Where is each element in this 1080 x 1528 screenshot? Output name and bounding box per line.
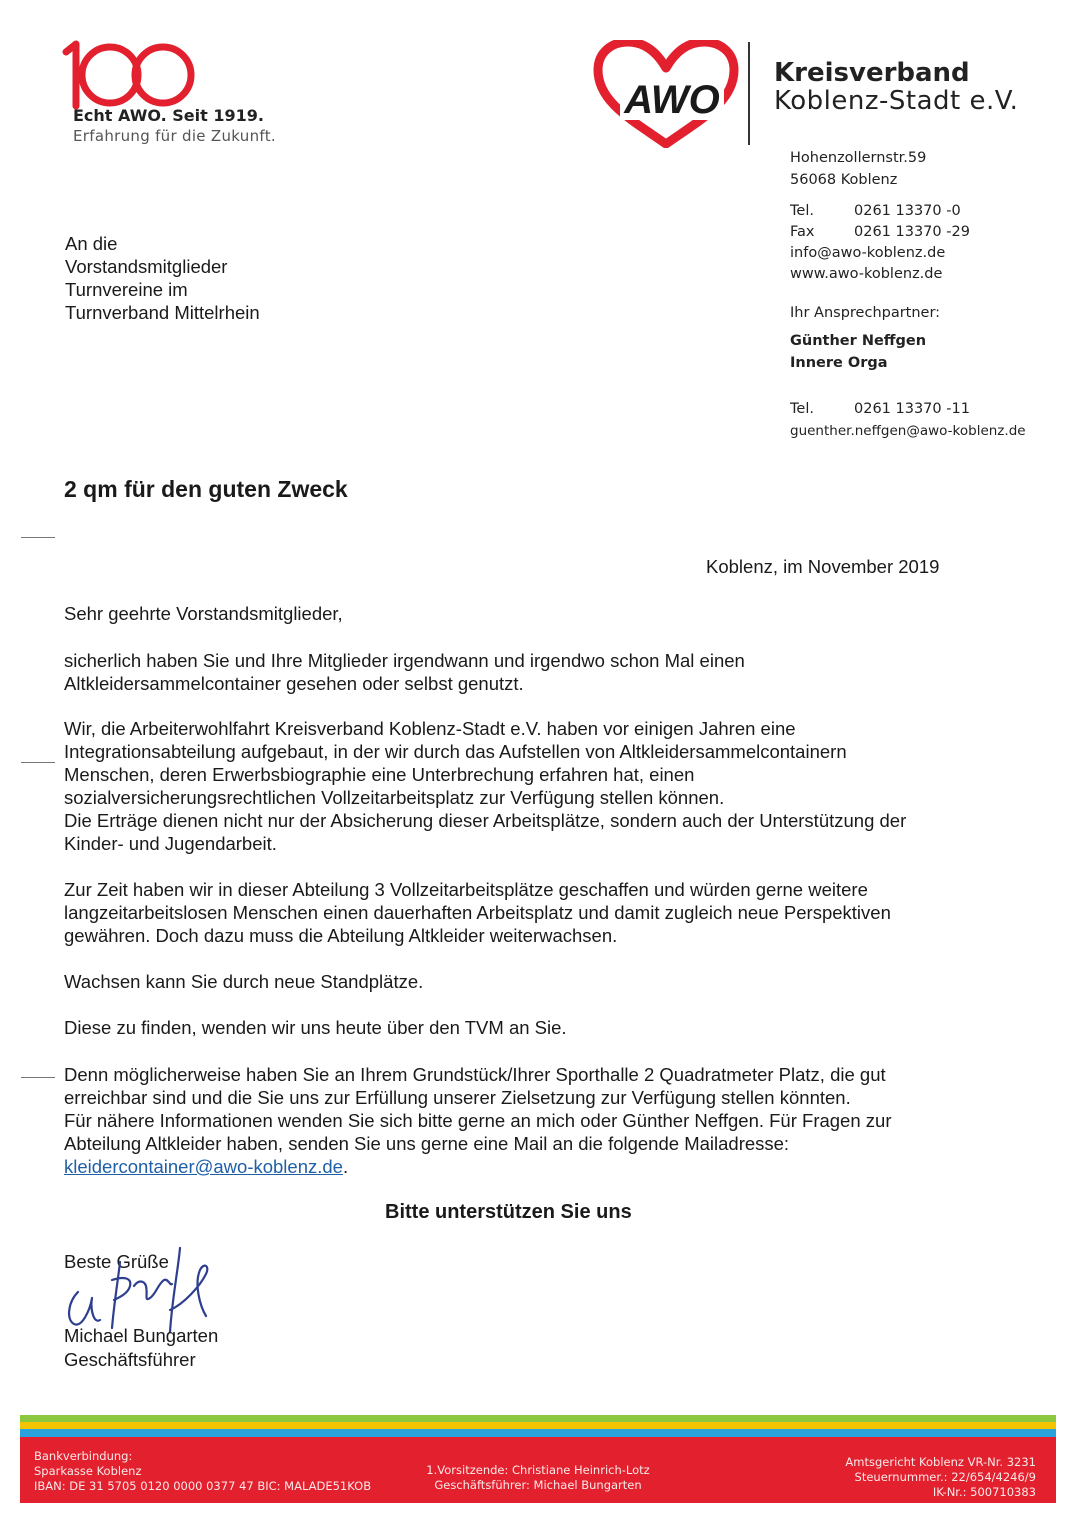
paragraph-6 — [64, 1063, 994, 1178]
text-line: Kinder- und Jugendarbeit. — [64, 833, 277, 854]
text-line: langzeitarbeitslosen Menschen einen dauerhaften Arbeitsplatz und damit zugleich neue Perspektiven — [64, 902, 891, 923]
fold-mark — [21, 537, 55, 538]
fold-mark — [21, 1077, 55, 1078]
footer-line: Steuernummer.: 22/654/4246/9 — [854, 1470, 1036, 1484]
footer-line: 1.Vorsitzende: Christiane Heinrich-Lotz — [426, 1463, 650, 1477]
sender-website[interactable]: www.awo-koblenz.de — [790, 266, 943, 282]
jubilee-100-logo — [62, 38, 197, 110]
text-line: erreichbar sind und die Sie uns zur Erfüllung unserer Zielsetzung zur Verfügung stellen könnten. — [64, 1087, 851, 1108]
contact-department: Innere Orga — [790, 355, 888, 371]
letter-subject: 2 qm für den guten Zweck — [64, 476, 348, 502]
footer-bar — [20, 1437, 1056, 1503]
footer-register-info — [845, 1455, 1036, 1500]
footer-line: Geschäftsführer: Michael Bungarten — [434, 1478, 642, 1492]
awo-heart-logo — [592, 40, 740, 148]
recipient-line: An die — [65, 233, 118, 254]
org-name-line2: Koblenz-Stadt e.V. — [774, 86, 1019, 116]
org-name-line1: Kreisverband — [774, 58, 970, 88]
contact-email[interactable]: guenther.neffgen@awo-koblenz.de — [790, 423, 1026, 439]
mail-period: . — [342, 1156, 349, 1177]
logo-divider — [748, 42, 750, 145]
signer-title: Geschäftsführer — [64, 1349, 196, 1370]
recipient-line: Turnverband Mittelrhein — [65, 302, 260, 323]
container-mail-link[interactable]: kleidercontainer@awo-koblenz.de — [64, 1156, 343, 1177]
contact-heading: Ihr Ansprechpartner: — [790, 305, 941, 321]
text-line: sicherlich haben Sie und Ihre Mitglieder irgendwann und irgendwo schon Mal einen — [64, 650, 745, 671]
text-line: Altkleidersammelcontainer gesehen oder selbst genutzt. — [64, 673, 524, 694]
recipient-address — [65, 232, 260, 324]
text-line: Integrationsabteilung aufgebaut, in der wir durch das Aufstellen von Altkleidersammelcontainern — [64, 741, 847, 762]
sender-city: 56068 Koblenz — [790, 172, 898, 188]
footer-line: IK-Nr.: 500710383 — [932, 1485, 1036, 1499]
text-line: gewähren. Doch dazu muss die Abteilung Altkleider weiterwachsen. — [64, 925, 618, 946]
text-line: Denn möglicherweise haben Sie an Ihrem Grundstück/Ihrer Sporthalle 2 Quadratmeter Platz, die gut — [64, 1064, 886, 1085]
jubilee-slogan-line2: Erfahrung für die Zukunft. — [73, 127, 276, 145]
text-line — [64, 1155, 994, 1178]
footer-line: Bankverbindung: — [34, 1449, 133, 1463]
text-line: Die Erträge dienen nicht nur der Absicherung dieser Arbeitsplätze, sondern auch der Unterstützung der — [64, 810, 907, 831]
sender-email[interactable]: info@awo-koblenz.de — [790, 245, 946, 261]
tel-value: 0261 13370 -0 — [854, 203, 961, 219]
awo-wordmark: AWO — [624, 78, 720, 122]
footer-line: IBAN: DE 31 5705 0120 0000 0377 47 BIC: MALADE51KOB — [34, 1479, 372, 1493]
contact-tel-label: Tel. — [790, 401, 814, 417]
recipient-line: Vorstandsmitglieder — [65, 256, 228, 277]
paragraph-4 — [64, 970, 994, 993]
sender-tel — [790, 203, 961, 219]
text-line: Abteilung Altkleider haben, senden Sie uns gerne eine Mail an die folgende Mailadresse: — [64, 1133, 790, 1154]
fax-value: 0261 13370 -29 — [854, 224, 970, 240]
text-line: Diese zu finden, wenden wir uns heute über den TVM an Sie. — [64, 1017, 567, 1038]
contact-tel — [790, 401, 970, 417]
appeal-line: Bitte unterstützen Sie uns — [385, 1201, 632, 1223]
letter-date: Koblenz, im November 2019 — [706, 556, 940, 577]
contact-tel-value: 0261 13370 -11 — [854, 401, 970, 417]
paragraph-5 — [64, 1016, 994, 1039]
footer-board-info — [420, 1463, 656, 1493]
footer-color-stripes — [20, 1415, 1056, 1437]
tel-label: Tel. — [790, 203, 814, 219]
text-line: Menschen, deren Erwerbsbiographie eine Unterbrechung erfahren hat, einen — [64, 764, 695, 785]
fold-mark — [21, 762, 55, 763]
text-line: sozialversicherungsrechtlichen Vollzeitarbeitsplatz zur Verfügung stellen können. — [64, 787, 725, 808]
text-line: Wir, die Arbeiterwohlfahrt Kreisverband Koblenz-Stadt e.V. haben vor einigen Jahren eine — [64, 718, 796, 739]
jubilee-slogan-line1: Echt AWO. Seit 1919. — [73, 106, 264, 125]
text-line: Zur Zeit haben wir in dieser Abteilung 3 Vollzeitarbeitsplätze geschaffen und würden gerne weitere — [64, 879, 868, 900]
footer-line: Amtsgericht Koblenz VR-Nr. 3231 — [845, 1455, 1036, 1469]
paragraph-2 — [64, 717, 994, 855]
text-line: Für nähere Informationen wenden Sie sich bitte gerne an mich oder Günther Neffgen. Für Fragen zur — [64, 1110, 892, 1131]
sender-fax — [790, 224, 970, 240]
footer-line: Sparkasse Koblenz — [34, 1464, 142, 1478]
signer-name: Michael Bungarten — [64, 1325, 219, 1346]
sender-street: Hohenzollernstr.59 — [790, 150, 927, 166]
salutation: Sehr geehrte Vorstandsmitglieder, — [64, 603, 343, 624]
text-line: Wachsen kann Sie durch neue Standplätze. — [64, 971, 424, 992]
contact-name: Günther Neffgen — [790, 333, 927, 349]
recipient-line: Turnvereine im — [65, 279, 188, 300]
fax-label: Fax — [790, 224, 815, 240]
paragraph-1 — [64, 649, 994, 695]
paragraph-3 — [64, 878, 994, 947]
closing: Beste Grüße — [64, 1251, 169, 1272]
footer-bank-info — [34, 1449, 371, 1494]
